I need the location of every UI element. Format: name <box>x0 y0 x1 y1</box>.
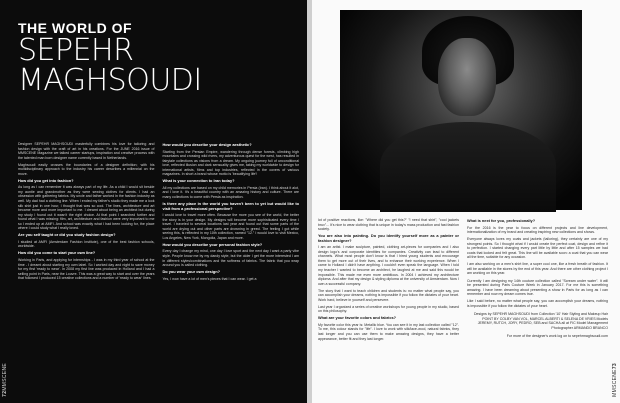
body-paragraph: I studied at AMFI (Amsterdam Fashion Institute), one of the best fashion schools, worldwide. <box>18 239 155 249</box>
body-paragraph: I would love to travel more often. Because the more you see of the world, the better the story is in your design. My designs will become more sophisticated every time I travel. I traveled to several locations last year and found out that some parts of the world are drying out and other parts are drowning in greed. The feeling I got while seeing this, is reflected in my 10th collection, named "12." I would love to visit Mexico, Los Angeles, New York, Mongolia, Japan and more. <box>162 213 299 240</box>
interview-question: How did you get into fashion? <box>18 177 74 183</box>
interview-question: How would you describe your personal fashion style? <box>162 241 263 247</box>
body-paragraph: Yes, I now have a lot of men's pieces that I can wear. I get a <box>162 276 257 281</box>
body-paragraph: The story that I want to teach children and students is: no matter what people say, you can accomplish your dreams, nothing is impossible if you follow the dictates of your heart. Work hard, believe in yourself and persevere. <box>318 288 459 302</box>
body-paragraph: I am an artist. I make sculpture, painted, clothing art-pieces for companies and I also design logo's and corporate identities for companies. Creativity can lead to different channels. What most people don't know is that I hired young students and encourage them to get more out of their lives, and to enhance their working experience. When I came to Holland I didn't have anything. I couldn't even speak the language. When I told my teacher I wanted to become an architect, he laughed at me and said this would be impossible. This made me even more ambitious. In 2004 I achieved my architecture diploma. And after that my design & styling diploma at the university of Amsterdam. Now I own a successful company. <box>318 245 459 286</box>
body-paragraph: Like I said before, no matter what people say, you can accomplish your dreams, nothing is impossible if you follow the dictates of your heart. <box>467 299 608 308</box>
left-column-1 <box>18 142 155 284</box>
body-paragraph: lot of positive reactions, like: "Where did you get this?" "I need that shirt", "cool jackets bruv"... It's nice to wear clothing that is unique in today's mass production and fast fashion society. <box>318 218 459 232</box>
body-paragraph: Working in Paris, and applying for internships - I was in my third year of school at the time - I dreamt about starting my own label. So I worked day and night to save money for my first 'ready to wear'. In 2008 my first line was produced in Holland and I had a selling point in Paris, near the Louvre. This was a great way to start and over the years that followed I produced 15 creative collections and a number of 'ready to wear' lines. <box>18 258 155 281</box>
portrait-face <box>438 38 496 116</box>
credits-text: For more of the designer's work log on to sepehrmaghsoudi.com <box>506 334 608 339</box>
left-magazine-name: MMSCENE <box>2 363 8 391</box>
title-prefix: THE WORLD OF <box>18 20 133 36</box>
interview-question: Is there any place in the world you haven't been to yet but would like to visit from a professional perspective? <box>162 201 299 211</box>
interview-question: What is next for you, professionally? <box>467 218 536 223</box>
body-paragraph: Designer SEPEHR MAGHSOUDI masterfully combines his love for tailoring and fashion design with the craft of art in his creations. For the JUNE 2016 issue of MMSCENE Magazine we talked career startups, inspiration and creative process with the talented man born designer name currently based in Netherlands. <box>18 142 155 160</box>
credits-text: Designs by SEPEHR MAGHSOUDI from Collection '10' Hair Styling and Makeup Hair POINT BY COLBY VAN VOL, MARCEL ALBERTI & SELENA DE VRIES Models JEREMY, RUTCH, JORY, PEDRO, SEB and SACHA all at FIC Model Management Photographer ARMANDO BRANCO <box>473 312 608 330</box>
right-columns <box>318 218 608 344</box>
portrait-shoulders <box>380 122 556 212</box>
body-paragraph: My favorite color this year is: Metallic blue. You can see it in my last collection called "12". To me, this colour stands for "life". I love to work with silk/lace-wool, natural fabrics, they last longer and you can use them to make amazing designs, they have a better appearance, better fit and they last longer. <box>318 322 459 341</box>
left-columns <box>18 142 299 284</box>
left-page-number: 72 <box>2 390 8 397</box>
left-page <box>0 0 307 403</box>
right-magazine-name: MMSCENE <box>612 369 618 397</box>
interview-question: What are your favorite colors and fabrics? <box>318 315 397 321</box>
body-paragraph: I am also working on a men's shirt line, a super cool one, like a fresh breath of fashion. It will be available in the stores by the end of this year. And there are other clothing project I am working on this year. <box>467 262 608 276</box>
body-paragraph: Starting from the Persian Empire, wandering through dense forests, climbing high mountains and crossing wild rivers, my adventurous quest for the west, has resulted in fairytale collections as visions from a dream. My ongoing journey full of unconditional love, reflected illusion and dark sensuality gives me, taking my worldwide to design for international artists, films and top industries, reflected in the covers of various magazines. In short a brand whose motto is 'beautifying life'! <box>162 149 299 177</box>
body-paragraph: Currently I am designing my 14th couture collection called "Scream under water". It will be presented during Paris Couture Week in January 2017. For me this is something amazing. I have been dreaming about presenting a show in Paris for as long as I can remember and now my dream comes true. <box>467 278 608 297</box>
body-paragraph: As long as I can remember it was always part of my life. As a child I would sit beside my auntie and grandmother as they were sewing clothes for clients. I had an obsession with gathering fabrics. My uncle and father worked in the fashion industry as well. My dad had a clothing line. When I ended my father's studio they made me a look silk shirt just in one hour, I thought that was so cool. The lines, architecture and art became more and more important to me. I dreamt about being an architect but during my study I found out it wasn't the right choice. At that point I searched further and found what I was missing: film, art, architecture and fashion were very important to me so I ended up at AMFI. And school was exactly what I had been looking for, the place where I could study what I really loved. <box>18 185 155 231</box>
body-paragraph: Every day I change my mind, one day I love sport and the next day I want a party vibe style. People know me by my dandy style, but the older I get the more interested I am in different styles/combinations and the softness of fabrics. The fabric that you wrap around you is called clothing. <box>162 249 299 268</box>
interview-question: How did you come to start your own line? <box>18 250 96 256</box>
body-paragraph: Last year I organized a series of creative workshops for young people in my studio, based on this philosophy. <box>318 304 459 314</box>
left-column-2 <box>163 142 300 284</box>
body-paragraph: Everyone always loves my coats and jackets (tailoring), they certainly are one of my strongest points. So I thought what if I would create the perfect coat, design and refine it to perfection. I started changing every part little by little and after 15 samples we had coats that looked and felt great. This line will be available soon: a coat that you can wear all the time, suitable for any occasion. <box>467 237 608 260</box>
title-name-last: MAGHSOUDI <box>18 63 202 98</box>
interview-question: What is your connection to Iran today? <box>162 178 235 184</box>
interview-question: You are also into painting. Do you identify yourself more as a painter or fashion designer? <box>318 233 459 243</box>
interview-question: Are you self taught or did you study fashion design? <box>18 232 116 238</box>
title-name-first: SEPEHR <box>18 33 134 68</box>
interview-question: Do you wear your own design? <box>162 269 221 275</box>
right-page <box>312 0 620 403</box>
right-page-number: 73 <box>612 363 618 370</box>
portrait-photo <box>340 10 582 210</box>
right-column-1 <box>318 218 459 344</box>
body-paragraph: For the 2016 is the year to focus on different projects and line development, internationalization of my brand and creating inspiring new collections and shows. <box>467 225 608 235</box>
interview-question: How would you describe your design aesthetic? <box>162 142 252 147</box>
body-paragraph: All my collections are based on my child memories in Persia (Iran). I think about it alot, and I love it. It's a beautiful country with an amazing history and culture. There are many collections to come with Persia as inspiration. <box>162 185 299 199</box>
right-column-2 <box>467 218 608 344</box>
left-folio <box>2 363 8 397</box>
right-folio <box>612 363 618 397</box>
article-title <box>18 20 202 96</box>
body-paragraph: Maghsoudi easily crosses the boundaries of a designer definition; with his multidisciplinary approach to the industry his career describes a millennial on the move. <box>18 162 155 176</box>
